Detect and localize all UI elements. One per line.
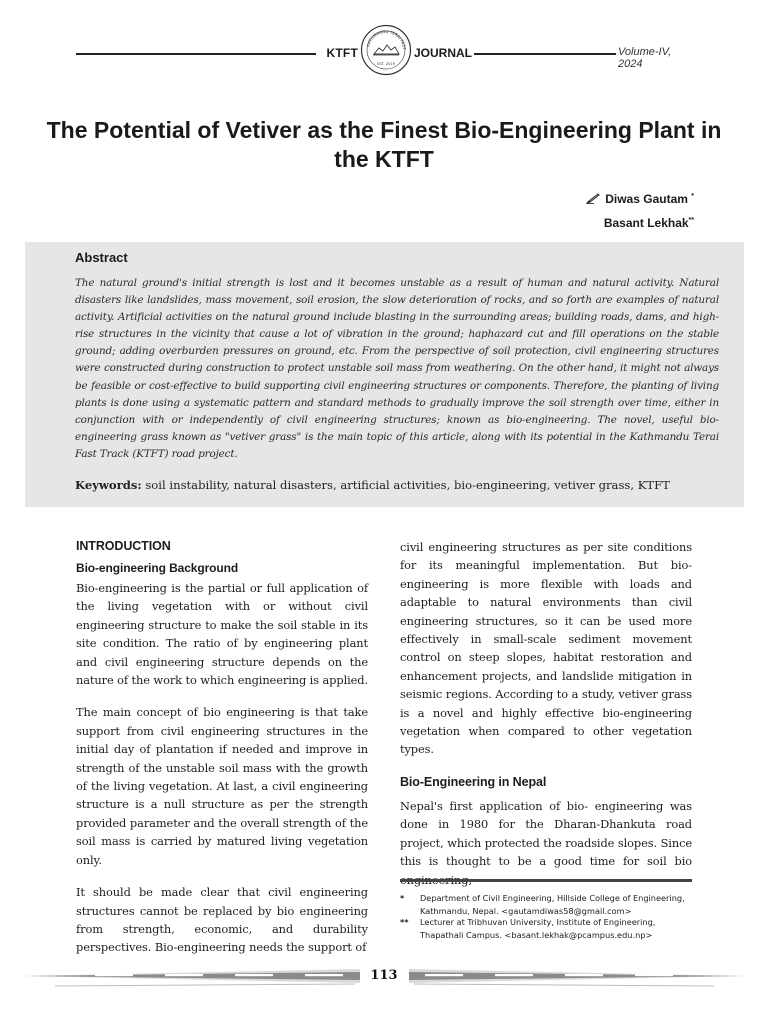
abstract-box <box>25 242 744 507</box>
subheading-bio-engineering-background: Bio-engineering Background <box>76 561 239 575</box>
journal-name-right: JOURNAL <box>414 46 473 60</box>
page-number: 113 <box>364 968 404 984</box>
footnote-1-mark: * <box>400 893 405 903</box>
subheading-bio-engineering-nepal: Bio-Engineering in Nepal <box>400 774 547 789</box>
paragraph: civil engineering structures as per site conditions for its meaningful implementation. But bio-engineering is more flexible with loads and adaptable to natural environments than civil engineering structures, so it can be used more effectively in small-scale sediment movement control on steep slopes, habitat restoration and enhancement projects, and landslide mitigation in seismic regions. According to a study, vetiver grass is a novel and highly effective bio-engineering vegetation when compared to other vegetation types. <box>400 540 692 757</box>
header-rule-right <box>474 53 616 55</box>
pen-icon <box>586 193 601 204</box>
header-rule-left <box>76 53 316 55</box>
keywords-line <box>75 478 719 492</box>
section-heading-introduction: INTRODUCTION <box>76 539 171 553</box>
right-column <box>400 538 692 889</box>
footnote-2-text: Lecturer at Tribhuvan University, Institute of Engineering, Thapathali Campus. <basant.lekhak@pcampus.edu.np> <box>420 917 656 940</box>
footnote-2-mark: ** <box>400 917 409 927</box>
svg-text:KATHMANDU TERAI FAST TRACK: KATHMANDU TERAI FAST <box>365 28 408 50</box>
journal-seal-logo <box>360 24 412 76</box>
author-2-mark: ** <box>688 217 694 224</box>
article-title: The Potential of Vetiver as the Finest Bio-Engineering Plant in the KTFT <box>46 117 722 172</box>
abstract-heading: Abstract <box>75 250 128 265</box>
volume-label: Volume-IV, 2024 <box>618 46 672 70</box>
author-2-name: Basant Lekhak <box>603 216 689 230</box>
keywords-label: Keywords: <box>75 478 142 492</box>
footnote-1-text: Department of Civil Engineering, Hillside College of Engineering, Kathmandu, Nepal. <gautamdiwas58@gmail.com> <box>420 893 685 916</box>
footnote-rule <box>400 879 692 882</box>
author-1-mark: * <box>691 193 694 200</box>
paragraph: It should be made clear that civil engineering structures cannot be replaced by bio engineering from strength, economic, and durability perspectives. Bio-engineering needs the support of <box>76 885 368 955</box>
author-1 <box>586 186 694 210</box>
author-2 <box>586 210 694 234</box>
keywords-text: soil instability, natural disasters, artificial activities, bio-engineering, vetiver grass, KTFT <box>145 478 670 492</box>
author-1-name: Diwas Gautam <box>605 192 688 206</box>
svg-text:EST. 2019: EST. 2019 <box>377 62 395 66</box>
left-column <box>76 537 368 957</box>
paragraph: Nepal's first application of bio- engineering was done in 1980 for the Dharan-Dhankuta road project, which protected the roadside slopes. Since this is thought to be a good time for soil bio <box>400 798 692 869</box>
abstract-text: The natural ground's initial strength is lost and it becomes unstable as a result of human and natural activity. Natural disasters like landslides, mass movement, soil erosion, the slow deterioration of rocks, and so forth are examples of natural activity. Artificial activities on the natural ground include blasting in the surrounding areas; building roads, dams, and high-rise structures in the vicinity that cause a lot of vibration in the ground; haphazard cut and fill operations on the stable ground; adding overburden pressures on ground, etc. From the perspective of soil protection, civil engineering structures were constructed during construction to protect unstable soil mass from weathering. On the other hand, it might not always be feasible or cost-effective to build supporting civil engineering structures or components. Therefore, the planting of living plants is done using a systematic pattern and standard methods to gradually improve the soil strength over time, either in conjunction with or independently of civil engineering structures; known as bio-engineering. The novel, useful bio-engineering grass known as "vetiver grass" is the main topic of this article, along with its potential in the Kathmandu Terai Fast Track (KTFT) road project. <box>75 277 719 460</box>
paragraph: The main concept of bio engineering is that take support from civil engineering structures in the initial day of plantation if needed and improve in strength of the unstable soil mass with the growth of the living vegetation. At last, a civil engineering structure is a null structure as per the strength provided parameter and the overall strength of the soil mass is carried by matured living vegetation only. <box>76 705 368 867</box>
journal-name-left: KTFT <box>326 46 358 60</box>
paragraph: Bio-engineering is the partial or full application of the living vegetation with or without civil engineering structure to make the soil stable in its site condition. The ratio of by engineering plant and civil engineering structure depends on the nature of the work to which engineering is applied. <box>76 581 369 688</box>
author-block <box>586 186 694 234</box>
